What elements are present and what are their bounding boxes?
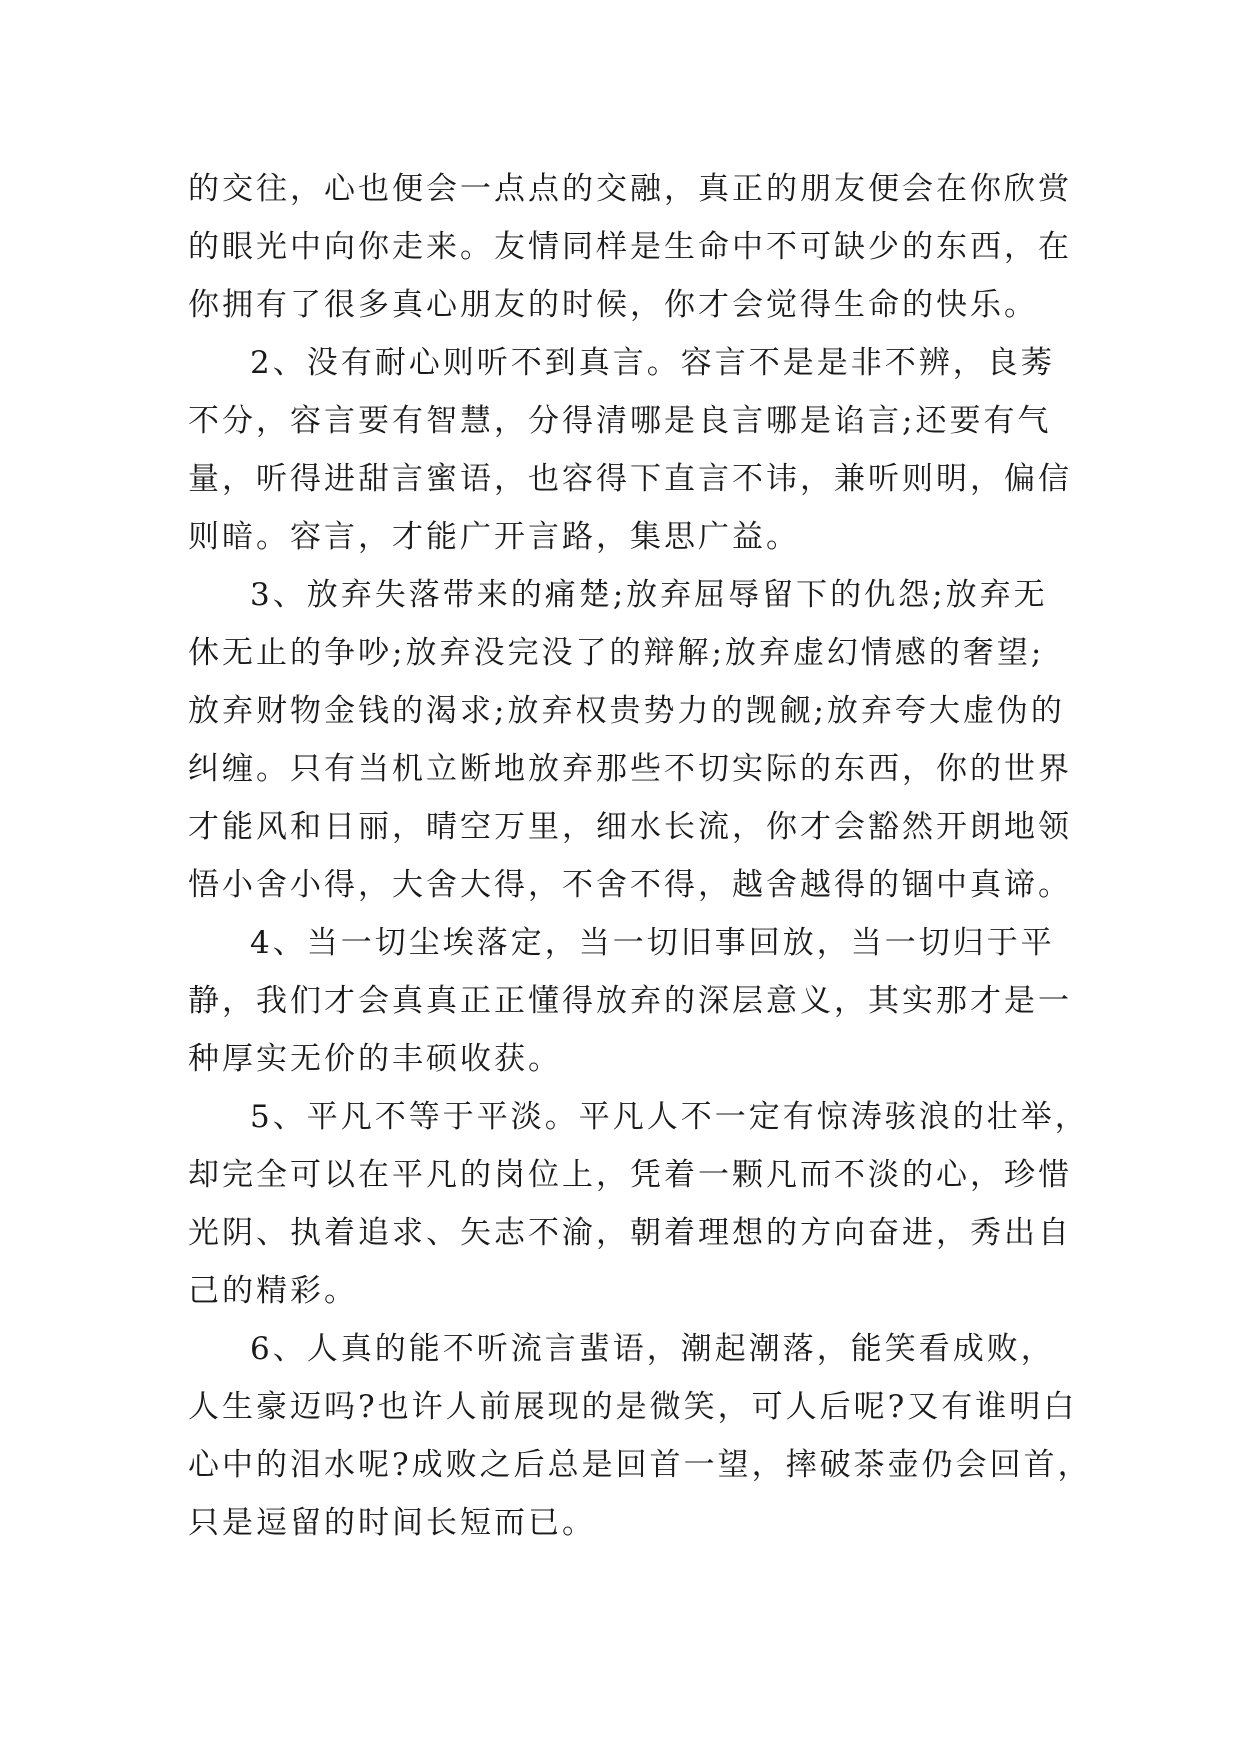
text-line: 只是逗留的时间长短而已。 [188, 1505, 596, 1541]
paragraph-4 [188, 914, 1072, 1088]
text-line: 则暗。容言，才能广开言路，集思广益。 [188, 519, 800, 555]
text-line: 己的精彩。 [188, 1273, 358, 1309]
document-body [188, 160, 1092, 1552]
text-line: 才能风和日丽，晴空万里，细水长流，你才会豁然开朗地领 [188, 809, 1072, 845]
text-line: 6、人真的能不听流言蜚语，潮起潮落，能笑看成败， [250, 1331, 1055, 1367]
paragraph-continuation [188, 160, 1072, 334]
paragraph-6 [188, 1320, 1092, 1552]
paragraph-5 [188, 1088, 1089, 1320]
text-line: 休无止的争吵;放弃没完没了的辩解;放弃虚幻情感的奢望; [188, 635, 1045, 671]
paragraph-3 [188, 566, 1072, 914]
text-line: 5、平凡不等于平淡。平凡人不一定有惊涛骇浪的壮举， [250, 1099, 1089, 1135]
text-line: 人生豪迈吗?也许人前展现的是微笑，可人后呢?又有谁明白 [188, 1389, 1078, 1425]
text-line: 你拥有了很多真心朋友的时候，你才会觉得生命的快乐。 [188, 287, 1038, 323]
text-line: 光阴、执着追求、矢志不渝，朝着理想的方向奋进，秀出自 [188, 1215, 1072, 1251]
text-line: 纠缠。只有当机立断地放弃那些不切实际的东西，你的世界 [188, 751, 1072, 787]
text-line: 3、放弃失落带来的痛楚;放弃屈辱留下的仇怨;放弃无 [250, 577, 1048, 613]
text-line: 量，听得进甜言蜜语，也容得下直言不讳，兼听则明，偏信 [188, 461, 1072, 497]
text-line: 不分，容言要有智慧，分得清哪是良言哪是谄言;还要有气 [188, 403, 1052, 439]
text-line: 放弃财物金钱的渴求;放弃权贵势力的觊觎;放弃夸大虚伪的 [188, 693, 1065, 729]
text-line: 静，我们才会真真正正懂得放弃的深层意义，其实那才是一 [188, 983, 1072, 1019]
text-line: 2、没有耐心则听不到真言。容言不是是非不辨，良莠 [250, 345, 1055, 381]
text-line: 的交往，心也便会一点点的交融，真正的朋友便会在你欣赏 [188, 171, 1072, 207]
text-line: 却完全可以在平凡的岗位上，凭着一颗凡而不淡的心，珍惜 [188, 1157, 1072, 1193]
text-line: 心中的泪水呢?成败之后总是回首一望，摔破茶壶仍会回首， [188, 1447, 1092, 1483]
text-line: 悟小舍小得，大舍大得，不舍不得，越舍越得的锢中真谛。 [188, 867, 1072, 903]
paragraph-2 [188, 334, 1072, 566]
text-line: 的眼光中向你走来。友情同样是生命中不可缺少的东西，在 [188, 229, 1072, 265]
text-line: 种厚实无价的丰硕收获。 [188, 1041, 562, 1077]
text-line: 4、当一切尘埃落定，当一切旧事回放，当一切归于平 [250, 925, 1055, 961]
